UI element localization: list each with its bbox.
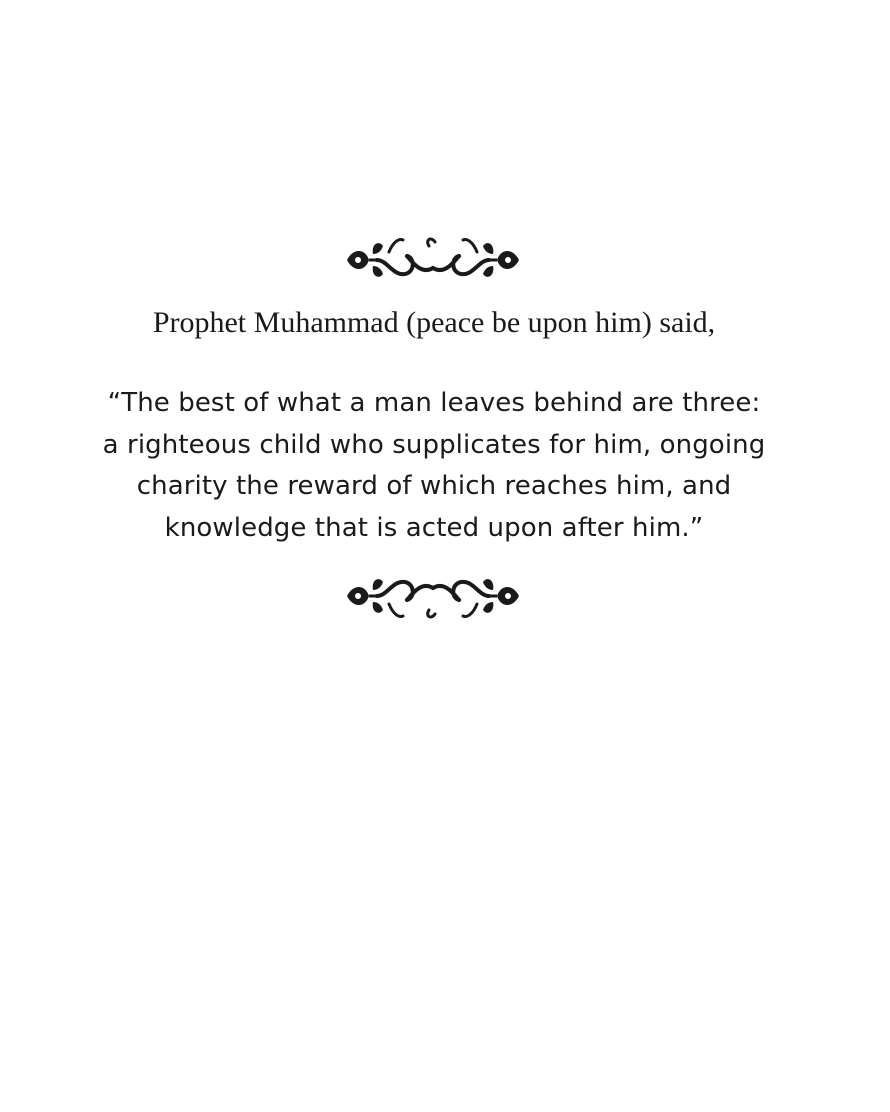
quote-line: a righteous child who supplicates for him, ongoing	[102, 429, 766, 460]
attribution-line: Prophet Muhammad (peace be upon him) said,	[152, 306, 716, 339]
quote-line: “The best of what a man leaves behind are three:	[107, 388, 761, 418]
quote-line: knowledge that is acted upon after him.”	[164, 512, 704, 543]
floral-divider-bottom-icon	[343, 566, 523, 626]
quote-line: charity the reward of which reaches him, and	[136, 471, 732, 501]
floral-divider-top-icon	[343, 230, 523, 290]
hadith-quote	[60, 383, 808, 549]
